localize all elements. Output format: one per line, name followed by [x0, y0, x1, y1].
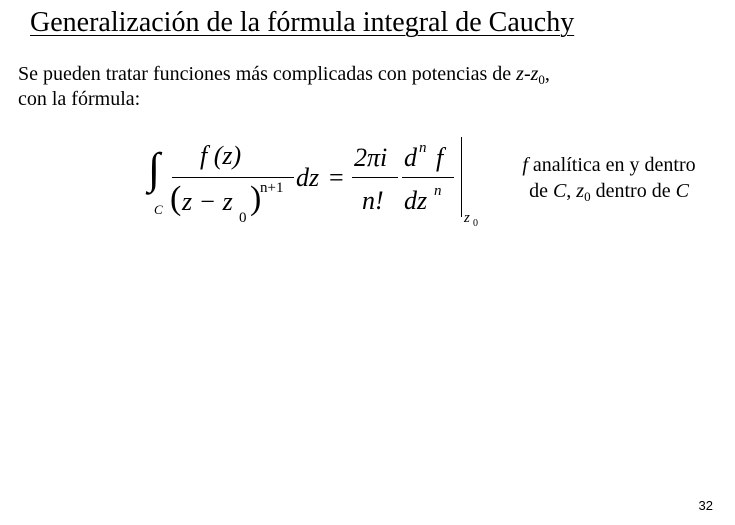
- note-text-3: dentro de: [590, 180, 676, 202]
- side-note-line-2: [494, 178, 724, 204]
- note-z: z: [576, 180, 585, 202]
- integral-sign: ∫: [148, 144, 161, 193]
- eval-z: z: [464, 210, 470, 226]
- denominator-z-minus-z: z − z: [182, 187, 233, 216]
- eval-sub-0: 0: [473, 218, 478, 229]
- subscript-0: 0: [538, 72, 545, 87]
- equals-sign: =: [329, 163, 344, 192]
- note-sub-0: 0: [584, 189, 591, 204]
- deriv-n-bottom: n: [434, 183, 442, 199]
- coefficient-2-pi-i: 2πi: [354, 143, 388, 172]
- var-z: z: [516, 63, 524, 85]
- contour-label: C: [154, 202, 163, 217]
- side-note: [494, 152, 724, 204]
- paren-close: ): [250, 180, 262, 217]
- n-factorial: n!: [362, 186, 384, 215]
- fraction-bar-left: [172, 177, 294, 178]
- note-comma: ,: [566, 180, 577, 202]
- var-z0: z: [530, 63, 539, 85]
- fraction-bar-coef: [352, 177, 398, 178]
- intro-line-1: [18, 62, 550, 87]
- intro-text: Se pueden tratar funciones más complicadas con potencias de: [18, 63, 517, 85]
- dash: -: [523, 63, 531, 85]
- paren-open: (: [170, 180, 182, 217]
- evaluation-bar: [461, 137, 462, 217]
- exponent-n-plus-1: n+1: [260, 180, 284, 196]
- slide-title: Generalización de la fórmula integral de Cauchy: [30, 7, 575, 38]
- dz: dz: [296, 163, 320, 192]
- note-text-2: de: [529, 180, 553, 202]
- note-text-1: analítica en y dentro: [527, 154, 696, 176]
- intro-line-2: con la fórmula:: [18, 88, 141, 110]
- denominator-sub-0: 0: [239, 210, 247, 226]
- deriv-n-top: n: [419, 140, 427, 156]
- cauchy-formula: [148, 135, 488, 230]
- note-f: f: [522, 154, 528, 176]
- deriv-dz: dz: [404, 186, 428, 215]
- note-C1: C: [552, 180, 567, 202]
- side-note-line-1: [494, 152, 724, 178]
- deriv-d: d: [404, 143, 417, 172]
- comma: ,: [544, 63, 550, 85]
- numerator-f-of-z: f (z): [200, 141, 242, 170]
- deriv-f: f: [436, 143, 444, 172]
- fraction-bar-derivative: [402, 177, 454, 178]
- note-C2: C: [675, 180, 689, 202]
- page-number: 32: [698, 498, 713, 513]
- intro-paragraph: [18, 62, 550, 112]
